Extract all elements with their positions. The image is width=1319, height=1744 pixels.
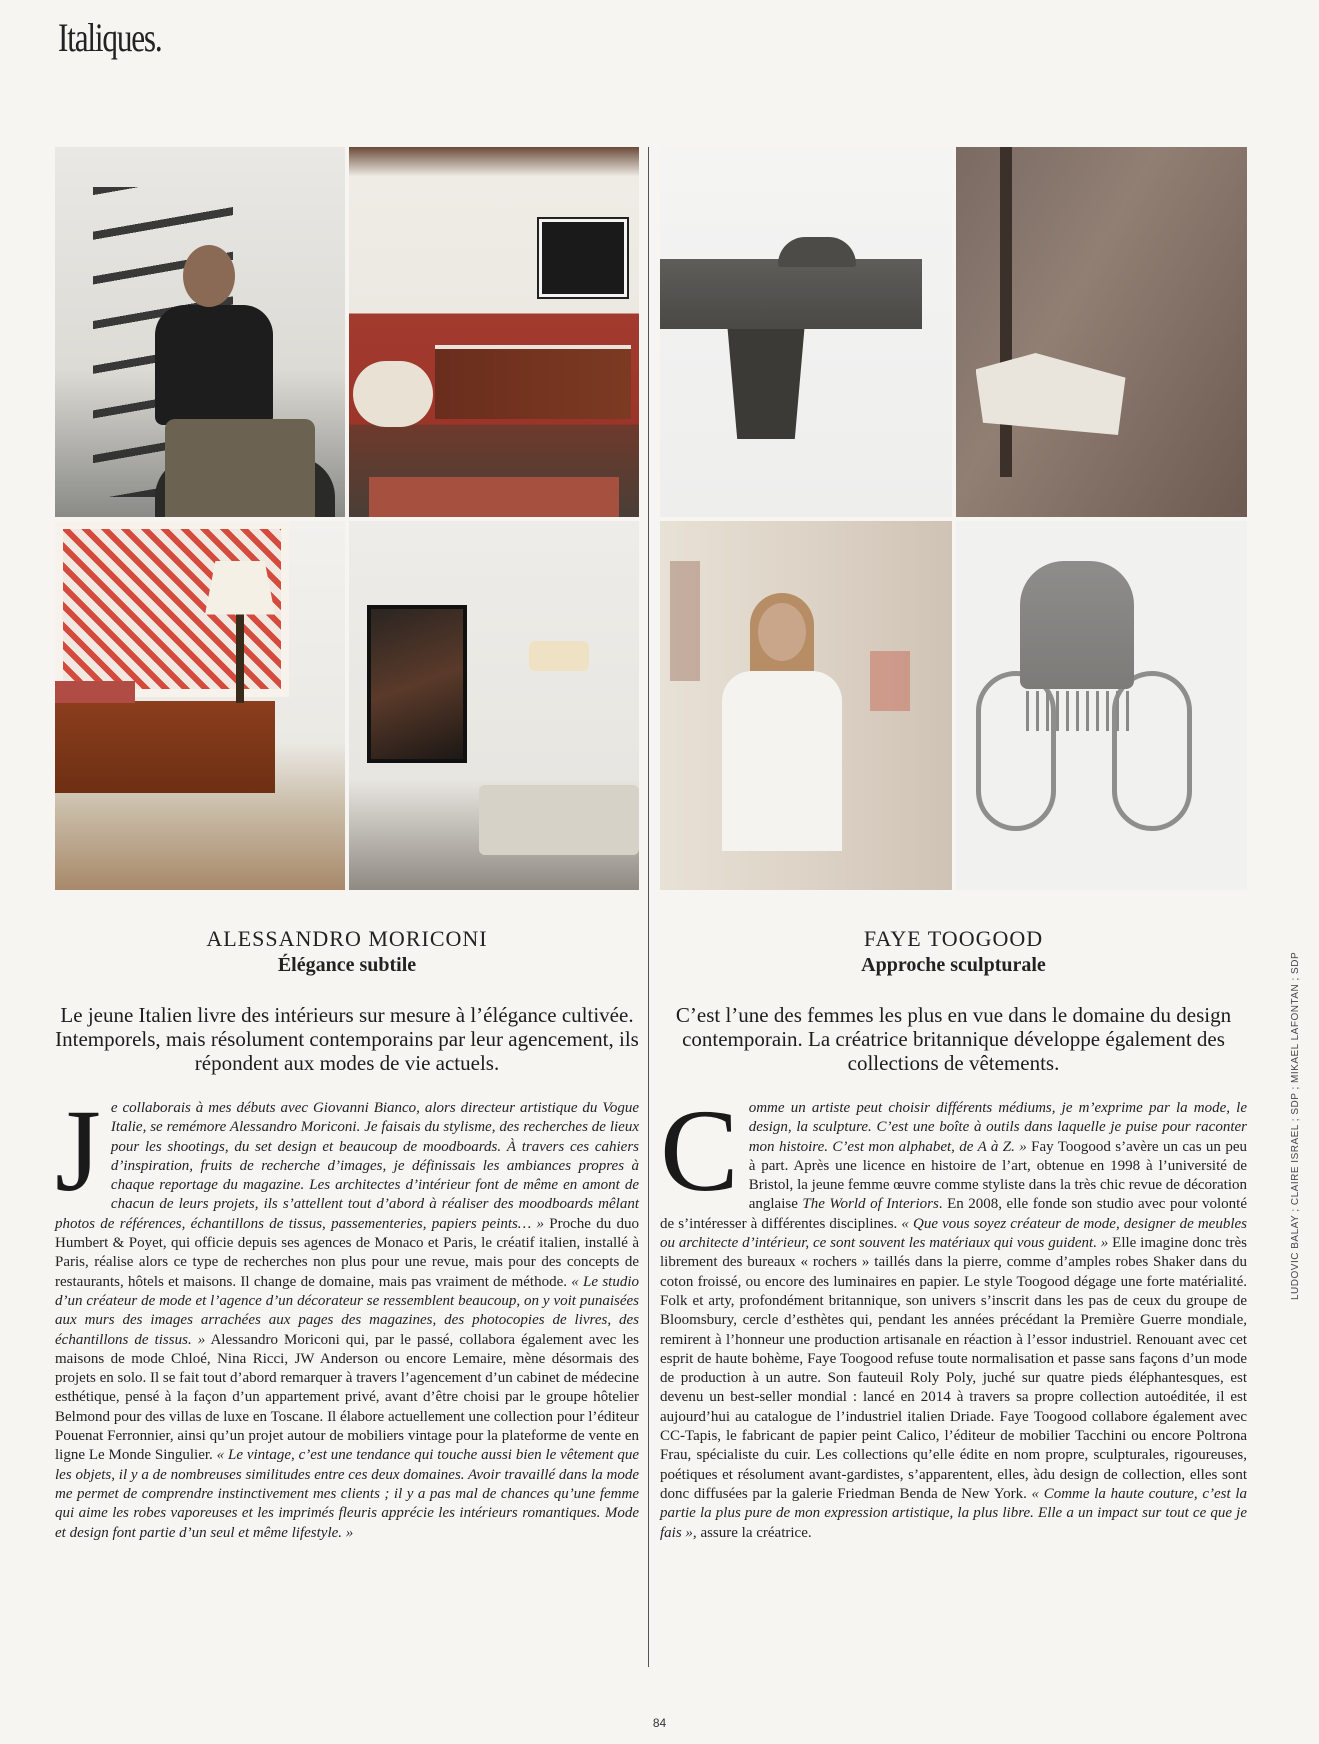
photo-wire-chair	[956, 521, 1248, 891]
article-lead: C’est l’une des femmes les plus en vue dans le domaine du design contemporain. La créatrice britannique développe également des collections de vêtements.	[675, 1003, 1232, 1075]
photo-grid-left	[55, 147, 639, 890]
photo-bedroom-painting	[349, 521, 639, 891]
photo-material-texture	[956, 147, 1248, 517]
article-toogood	[660, 926, 1247, 1543]
magazine-title: The World of Interiors	[802, 1196, 939, 1213]
photo-designer-on-stairs	[55, 147, 345, 517]
section-title: Italiques.	[58, 15, 162, 60]
photo-grid-right	[660, 147, 1247, 890]
photo-faye-toogood-portrait	[660, 521, 952, 891]
body-quote: omme un artiste peut choisir différents médiums, je m’exprime par la mode, le design, la sculpture. C’est une boîte à outils dans laquelle je puise pour raconter mon histoire. C’est mon alphabet, de A à Z. »	[748, 1100, 1247, 1155]
article-name: FAYE TOOGOOD	[863, 926, 1044, 951]
article-subtitle: Approche sculpturale	[861, 954, 1046, 976]
dropcap: J	[55, 1085, 101, 1216]
article-body	[55, 1085, 639, 1543]
article-moriconi	[55, 926, 639, 1543]
body-quote: « Comme la haute couture, c’est la partie la plus pure de mon expression artistique, la plus libre. Elle a un impact sur tout ce que je fais »,	[660, 1485, 1247, 1541]
article-body	[660, 1085, 1248, 1543]
body-quote: e collaborais à mes débuts avec Giovanni Bianco, alors directeur artistique du Vogue Italie, se remémore Alessandro Moriconi. Je faisais du stylisme, des recherches de lieux pour les shootings, du set design et beaucoup de moodboards. À travers ces cahiers d’inspiration, fruits de recherche d’images, je définissais les ambiances propres à chaque reportage du magazine. Les architectes d’intérieur font de même en amont de chacun de leurs projets, ils s’attellent tout d’abord à réaliser des moodboards mêlant photos de références, échantillons de tissus, passementeries, papiers peints… »	[55, 1100, 639, 1232]
body-paragraph: . En 2008, elle fonde son studio avec pour volonté de s’intéresser à différentes disciplines.	[660, 1196, 1248, 1232]
article-subtitle: Élégance subtile	[277, 954, 417, 976]
article-lead: Le jeune Italien livre des intérieurs sur mesure à l’élégance cultivée. Intemporels, mais résolument contemporains par leur agencement, ils répondent aux modes de vie actuels.	[55, 1003, 639, 1075]
article-name: ALESSANDRO MORICONI	[206, 926, 488, 951]
body-paragraph: assure la créatrice.	[696, 1524, 812, 1541]
body-paragraph: Proche du duo Humbert & Poyet, qui officie depuis ses agences de Monaco et Paris, le créatif italien, installé à Paris, réalise alors ce type de recherches non plus pour une revue, mais pour des concepts de restaurants, hôtels et maisons. Il change de domaine, mais pas vraiment de méthode.	[55, 1215, 639, 1290]
body-paragraph: Fay Toogood s’avère un cas un peu à part. Après une licence en histoire de l’art, obtenue en 1998 à l’université de Bristol, la jeune femme œuvre comme styliste dans la très chic revue de décoration anglaise	[748, 1138, 1247, 1213]
body-paragraph: Elle imagine donc très librement des bureaux « rochers » taillés dans la pierre, comme d’amples robes Shaker dans du coton froissé, ou encore des luminaires en papier. Le style Toogood dégage une forte matérialité. Folk et arty, profondément britannique, son univers s’inscrit dans les pas de ceux du groupe de Bloomsbury, cercle d’esthètes qui, pendant les années précédant la Première Guerre mondiale, remirent à l’honneur une production artisanale en réaction à l’essor industriel. Renouant avec cet esprit de haute bohème, Faye Toogood refuse toute normalisation et passe sans façons d’un mode de production à un autre. Son fauteuil Roly Poly, juché sur quatre pieds éléphantesques, est devenu un best-seller mondial : lancé en 2014 à travers sa propre collection autoéditée, il est aujourd’hui au catalogue de l’industriel italien Driade. Faye Toogood collabore également avec CC-Tapis, le fabricant de papier peint Calico, l’éditeur de mobilier Tacchini ou encore Poltrona Frau, spécialiste du cuir. Les collections qu’elle édite en nom propre, sculpturales, rigoureuses, poétiques et résolument avant-gardistes, s’apparentent, elles, àdu design de collection, elles sont donc diffusées par la galerie Friedman Benda de New York.	[660, 1235, 1247, 1502]
page-number: 84	[652, 1716, 667, 1730]
photo-sideboard-lamp	[55, 521, 345, 891]
column-divider	[648, 147, 649, 1667]
body-quote: « Le vintage, c’est une tendance qui touche aussi bien le vêtement que les objets, il y a de nombreuses similitudes entre ces deux domaines. Avoir travaillé dans la mode me permet de comprendre instinctivement mes clients ; il y a pas mal de chances qu’une femme qui aime les robes vaporeuses et les imprimés fleuris apprécie les intérieurs romantiques. Mode et design font partie d’un seul et même lifestyle. »	[55, 1447, 639, 1541]
photo-living-room-red-wall	[349, 147, 639, 517]
body-quote: « Le studio d’un créateur de mode et l’agence d’un décorateur se ressemblent beaucoup, on y voit punaisées aux murs des images arrachées aux pages des magazines, des photocopies de livres, des échantillons de tissus. »	[55, 1273, 639, 1348]
body-quote: « Que vous soyez créateur de mode, designer de meubles ou architecte d’intérieur, ce sont souvent les matériaux qui vous guident. »	[660, 1215, 1247, 1252]
dropcap: C	[660, 1085, 739, 1216]
photo-stone-table	[660, 147, 952, 517]
photo-credits: LUDOVIC BALAY ; CLAIRE ISRAEL ; SDP ; MIKAEL LAFONTAN ; SDP	[1290, 951, 1301, 1300]
body-paragraph: Alessandro Moriconi qui, par le passé, collabora également avec les maisons de mode Chloé, Nina Ricci, JW Anderson ou encore Lemaire, mène désormais des projets en solo. Il se fait tout d’abord remarquer à travers l’agencement d’un cabinet de médecine esthétique, pensé à la façon d’un appartement privé, avant d’être choisi par le groupe hôtelier Belmond pour des villas de luxe en Toscane. Il élabore actuellement une collection pour l’éditeur Pouenat Ferronnier, ainsi qu’un projet autour de mobiliers vintage pour la plateforme de vente en ligne Le Monde Singulier.	[55, 1331, 639, 1464]
